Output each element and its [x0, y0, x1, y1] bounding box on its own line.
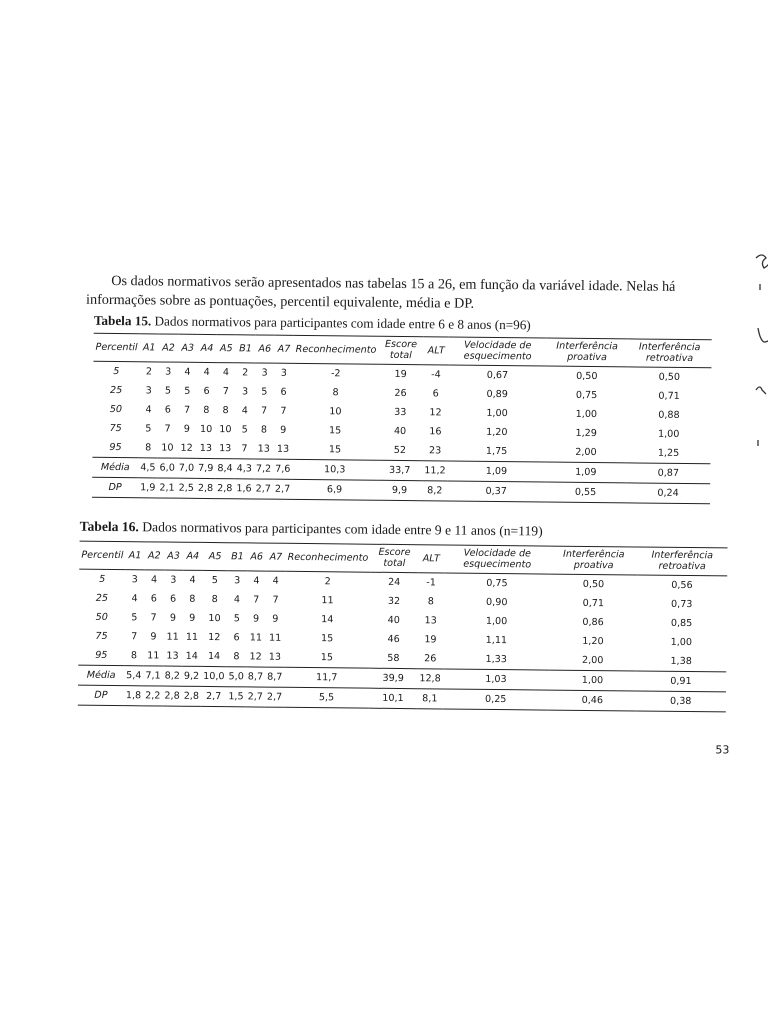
table-cell: 11: [268, 632, 282, 644]
table-cell: 4,5: [138, 458, 157, 478]
table-cell: 7: [272, 594, 279, 606]
table-cell: 11,7: [284, 667, 369, 688]
table-cell: 0,75: [486, 577, 508, 590]
table-cell: 4: [241, 405, 248, 417]
table-cell: 0,85: [670, 617, 693, 630]
table-cell: 4,3: [235, 459, 254, 479]
table-cell: 4: [184, 366, 191, 378]
table-cell: 8: [260, 424, 268, 436]
column-header: A6: [250, 550, 264, 563]
table-cell: 4: [131, 593, 138, 605]
table-cell: 8: [189, 593, 196, 605]
table-cell: 7: [280, 405, 287, 417]
table-cell: 7: [150, 612, 157, 624]
table-cell: 5,4: [124, 666, 143, 686]
table-cell: 6: [280, 386, 287, 398]
column-header: A5: [219, 342, 233, 354]
table-cell: 10: [199, 423, 213, 436]
column-header: ALT: [422, 552, 440, 564]
table-cell: 7,6: [273, 459, 292, 479]
column-header: Interferência proativa: [562, 548, 625, 572]
table-cell: -2: [330, 368, 341, 380]
table-cell: 9: [189, 612, 196, 624]
table-cell: 3: [241, 386, 249, 398]
table-cell: 13: [199, 442, 213, 455]
table-cell: -4: [431, 369, 441, 381]
table-cell: 0,75: [575, 389, 598, 402]
table-cell: 8: [211, 594, 218, 606]
table-cell: 1,6: [234, 479, 253, 499]
table-cell: 19: [424, 634, 437, 646]
table-cell: 13: [424, 615, 437, 627]
table-cell: 26: [394, 387, 407, 400]
table-cell: 11: [249, 632, 263, 644]
table-cell: 5: [261, 386, 268, 398]
table-cell: 13: [166, 650, 179, 662]
table-cell: 0,25: [442, 689, 549, 710]
table-cell: 9: [272, 613, 279, 625]
table-cell: 58: [387, 652, 400, 665]
table-cell: 11: [321, 595, 334, 607]
table-cell: 15: [320, 633, 334, 645]
table-cell: 10,3: [292, 459, 377, 480]
row-label: 25: [95, 592, 109, 604]
table-cell: 9: [183, 423, 190, 435]
table-cell: 0,50: [582, 578, 605, 591]
table-cell: 8,4: [215, 459, 234, 479]
table-16-label: Tabela 16.: [79, 518, 139, 535]
table-cell: 15: [320, 652, 334, 664]
column-header: A3: [181, 342, 195, 354]
table-cell: 1,20: [582, 635, 604, 648]
row-label: 5: [113, 365, 120, 378]
table-cell: 0,90: [486, 596, 508, 609]
table-15-caption-text: Dados normativos para participantes com idade entre 6 e 8 anos (n=96): [151, 313, 531, 333]
column-header: Escore total: [384, 338, 418, 362]
table-cell: 12: [249, 651, 262, 663]
table-cell: 0,87: [626, 463, 710, 484]
table-cell: 7,9: [196, 458, 215, 478]
table-cell: 5: [164, 385, 172, 397]
table-cell: 2: [242, 367, 249, 379]
table-16-caption: [80, 519, 700, 541]
table-cell: 7: [222, 386, 229, 398]
table-cell: 4: [272, 575, 279, 587]
table-cell: 8: [332, 387, 339, 399]
table-cell: 2,00: [581, 654, 604, 667]
table-cell: 7: [183, 404, 191, 416]
row-label: 95: [95, 649, 108, 661]
column-header: Interferência proativa: [556, 340, 618, 364]
table-cell: 7,0: [177, 458, 196, 478]
table-cell: 8: [233, 651, 240, 663]
table-cell: 9,9: [377, 480, 422, 500]
table-cell: 3: [145, 385, 152, 397]
table-cell: 8: [130, 650, 138, 662]
table-cell: 7,2: [254, 459, 273, 479]
page-number: 53: [715, 743, 730, 757]
table-cell: 5,0: [226, 667, 245, 687]
column-header: Velocidade de esquecimento: [463, 547, 532, 571]
column-header: Escore total: [378, 546, 411, 570]
table-cell: 4: [145, 404, 152, 416]
table-cell: 5: [211, 575, 218, 587]
table-cell: 5: [233, 613, 240, 625]
table-cell: 40: [393, 425, 407, 438]
column-header: A6: [258, 343, 272, 355]
row-label: 95: [109, 441, 122, 454]
row-label: 50: [95, 611, 108, 623]
table-cell: 2,8: [196, 478, 215, 498]
table-cell: 1,00: [575, 408, 598, 421]
column-header: A3: [167, 550, 180, 562]
table-cell: 5: [145, 423, 152, 435]
table-cell: 1,03: [443, 669, 550, 690]
table-cell: 1,00: [670, 636, 693, 649]
table-cell: 1,75: [485, 445, 508, 458]
table-cell: 0,37: [447, 481, 545, 502]
table-cell: 3: [170, 574, 177, 586]
table-cell: 8: [203, 404, 210, 416]
table-cell: 5: [241, 424, 248, 436]
column-header: A1: [128, 549, 142, 561]
table-cell: 1,00: [485, 615, 508, 628]
table-cell: 33,7: [377, 460, 422, 480]
table-cell: 2,8: [182, 686, 201, 706]
table-cell: 2: [324, 576, 331, 588]
table-cell: 0,89: [486, 388, 508, 401]
table-cell: 13: [219, 443, 232, 455]
table-cell: 14: [321, 614, 334, 626]
table-cell: 1,38: [670, 655, 692, 668]
table-cell: 10: [329, 406, 342, 418]
row-label: 50: [109, 403, 123, 416]
column-header: A7: [269, 551, 283, 563]
table-cell: 26: [424, 653, 437, 665]
table-cell: 8: [145, 442, 152, 454]
table-cell: 7: [261, 405, 268, 417]
table-cell: 2,00: [575, 446, 597, 459]
margin-handwriting: [752, 250, 768, 450]
table-cell: 2,7: [254, 479, 273, 499]
table-cell: 8,2: [422, 481, 448, 501]
table-cell: 2,2: [143, 686, 162, 706]
table-cell: 9: [169, 612, 177, 624]
table-cell: 9: [150, 631, 157, 643]
table-cell: 1,8: [124, 686, 143, 706]
row-label: DP: [78, 685, 124, 705]
table-cell: 6,9: [292, 479, 377, 500]
table-cell: 1,00: [486, 407, 508, 420]
table-cell: 2: [145, 366, 153, 378]
row-label: 25: [109, 384, 123, 397]
table-cell: 52: [393, 444, 407, 457]
table-cell: 40: [387, 614, 400, 627]
table-cell: 11: [185, 631, 199, 643]
column-header: A7: [277, 343, 291, 355]
table-cell: 7: [241, 443, 248, 455]
row-label: 75: [109, 422, 122, 435]
table-cell: 2,8: [162, 686, 181, 706]
table-cell: 0,38: [635, 691, 726, 712]
table-cell: 4: [233, 594, 241, 606]
column-header: A1: [142, 341, 156, 353]
table-cell: 11: [166, 631, 179, 643]
column-header: Reconhecimento: [287, 551, 369, 564]
table-cell: 10: [161, 442, 174, 454]
table-cell: 3: [280, 367, 287, 379]
column-header: A4: [186, 550, 200, 562]
table-cell: 1,29: [575, 427, 597, 440]
table-cell: 15: [328, 444, 342, 456]
column-header: Interferência retroativa: [638, 341, 701, 365]
table-cell: 1,20: [486, 426, 508, 439]
row-label: 5: [99, 573, 106, 585]
table-cell: 0,71: [658, 390, 680, 402]
column-header: A2: [162, 342, 175, 354]
table-cell: 13: [276, 443, 290, 455]
table-cell: 11: [147, 650, 160, 662]
table-cell: 0,73: [671, 598, 693, 611]
table-cell: 15: [329, 425, 342, 437]
normative-table-16: [78, 541, 728, 713]
table-cell: 12: [429, 407, 442, 419]
table-cell: 19: [394, 368, 407, 381]
table-cell: 8,7: [246, 667, 265, 687]
table-cell: 2,7: [265, 687, 284, 707]
table-cell: 1,33: [485, 653, 507, 666]
table-cell: 1,9: [138, 478, 157, 498]
table-cell: 4: [222, 367, 230, 379]
table-cell: 6: [432, 388, 439, 400]
column-header: A2: [147, 549, 161, 561]
row-label: Média: [78, 665, 124, 685]
table-cell: 3: [165, 366, 172, 378]
table-cell: 1,11: [485, 634, 508, 647]
table-cell: 4: [253, 575, 260, 587]
column-header: Velocidade de esquecimento: [463, 339, 532, 363]
table-cell: 3: [234, 575, 241, 587]
table-cell: 1,09: [545, 462, 626, 483]
table-cell: 2,7: [246, 687, 265, 707]
table-cell: 8: [222, 405, 229, 417]
table-cell: 7: [253, 594, 260, 606]
column-header: A4: [200, 342, 214, 354]
column-header: Reconhecimento: [295, 343, 377, 356]
table-cell: 2,7: [273, 479, 292, 499]
table-cell: 0,71: [582, 597, 605, 610]
table-cell: 2,5: [177, 478, 196, 498]
column-header: A5: [208, 550, 222, 562]
row-label: 75: [95, 630, 108, 642]
table-cell: 0,24: [626, 483, 710, 504]
table-cell: 0,67: [486, 369, 509, 382]
table-cell: 0,56: [671, 579, 693, 592]
table-cell: 14: [207, 650, 221, 663]
table-15-label: Tabela 15.: [93, 312, 152, 329]
table-cell: 0,91: [636, 671, 727, 692]
column-header: Interferência retroativa: [651, 549, 714, 573]
table-cell: 6: [150, 593, 157, 605]
table-cell: 0,55: [545, 482, 626, 503]
table-cell: 5: [131, 612, 138, 624]
table-cell: 23: [429, 445, 442, 457]
column-header: B1: [239, 342, 252, 354]
row-label: DP: [92, 477, 138, 497]
table-cell: 46: [387, 633, 400, 646]
table-cell: 12,8: [417, 669, 443, 689]
table-cell: 1,5: [226, 687, 245, 707]
normative-table-15: [92, 333, 712, 504]
table-cell: 13: [257, 443, 270, 455]
table-cell: 4: [150, 574, 158, 586]
table-cell: 1,00: [657, 428, 680, 440]
table-cell: 0,50: [658, 371, 681, 383]
table-cell: 5,5: [284, 687, 369, 708]
table-cell: 8,7: [265, 667, 284, 687]
table-cell: 3: [261, 367, 268, 379]
table-cell: 1,00: [549, 670, 636, 691]
table-cell: 10: [208, 613, 221, 625]
table-cell: 8,2: [163, 666, 182, 686]
intro-paragraph: Os dados normativos serão apresentados nas tabelas 15 a 26, em função da variável idade. Nelas há informações sobre as pontuações, percentil equivalente, média e DP.: [85, 273, 676, 312]
table-cell: 8: [427, 596, 434, 608]
table-cell: 11,2: [422, 461, 448, 481]
table-cell: 2,8: [215, 479, 234, 499]
table-cell: 10: [219, 424, 232, 436]
table-cell: 4: [189, 574, 196, 586]
table-cell: 6: [169, 593, 177, 605]
table-cell: 9: [280, 424, 287, 436]
table-cell: 2,1: [157, 478, 176, 498]
column-header: Percentil: [81, 549, 124, 561]
table-cell: 10,1: [369, 688, 418, 709]
table-cell: 9,2: [182, 666, 201, 686]
table-cell: 13: [268, 651, 282, 663]
table-cell: 39,9: [369, 668, 418, 689]
table-cell: 0,46: [549, 690, 636, 711]
table-cell: 14: [185, 650, 198, 662]
table-cell: 12: [180, 442, 193, 454]
table-cell: 33: [394, 406, 407, 419]
table-cell: 0,88: [658, 409, 680, 421]
table-cell: 5: [184, 385, 191, 397]
table-cell: 4: [203, 366, 210, 379]
table-cell: 7: [131, 631, 138, 643]
column-header: ALT: [427, 344, 445, 356]
table-cell: 0,50: [576, 370, 598, 383]
table-cell: 7,1: [143, 666, 162, 686]
table-cell: 7: [164, 423, 171, 435]
table-cell: 16: [429, 426, 442, 438]
column-header: Percentil: [95, 341, 138, 353]
table-cell: 2,7: [201, 686, 227, 706]
table-cell: 8,1: [417, 689, 443, 709]
table-cell: 9: [252, 613, 260, 625]
table-cell: 6,0: [157, 458, 176, 478]
table-cell: 24: [388, 576, 401, 589]
table-cell: 6: [233, 632, 240, 644]
table-cell: 12: [208, 631, 221, 644]
table-cell: 6: [203, 385, 210, 397]
table-cell: -1: [426, 577, 436, 589]
table-cell: 6: [164, 404, 171, 416]
table-cell: 0,86: [582, 616, 604, 629]
table-cell: 10,0: [201, 666, 227, 686]
column-header: B1: [231, 550, 244, 562]
table-15-caption: [94, 313, 714, 335]
row-label: Média: [92, 457, 138, 477]
table-16-caption-text: Dados normativos para participantes com idade entre 9 e 11 anos (n=119): [138, 519, 543, 539]
table-cell: 32: [387, 595, 401, 608]
table-cell: 1,09: [448, 461, 546, 482]
table-cell: 3: [131, 574, 138, 586]
table-cell: 1,25: [657, 447, 680, 459]
